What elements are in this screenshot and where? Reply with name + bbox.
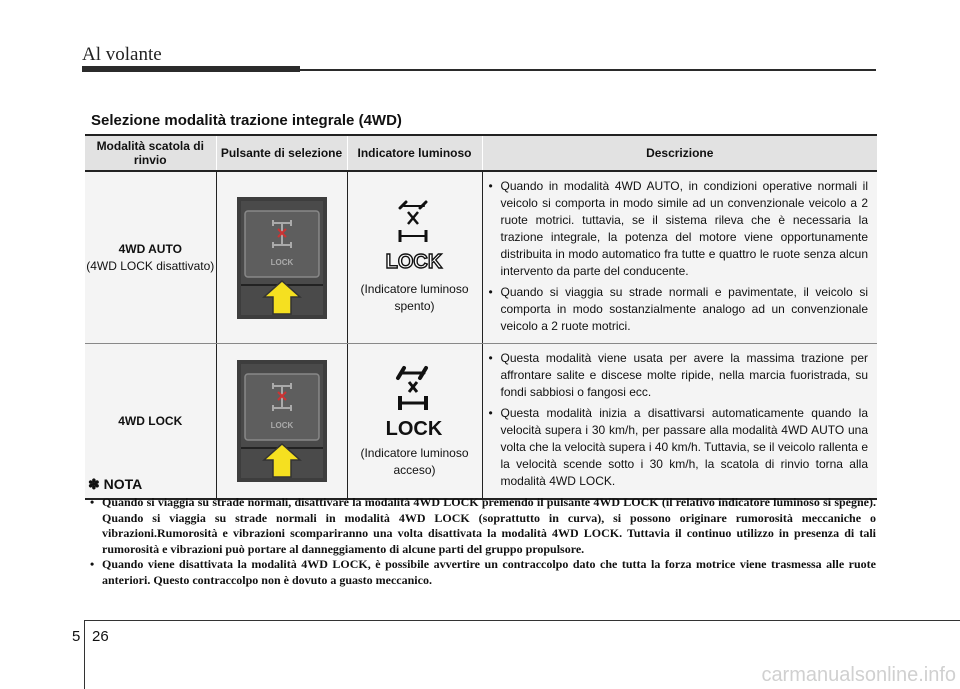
- header-rule-thick: [82, 66, 300, 72]
- mode-name: 4WD AUTO: [118, 241, 182, 256]
- indicator-lock-label: LOCK: [385, 251, 442, 273]
- indicator-caption: (Indicatore luminoso acceso): [360, 445, 469, 477]
- description-cell: [482, 344, 877, 500]
- header-indicator: Indicatore luminoso: [347, 135, 482, 171]
- header-mode: Modalità scatola di rinvio: [85, 135, 216, 171]
- 4wd-lock-switch-illustration: [237, 360, 327, 482]
- table-row: [85, 344, 877, 500]
- header-button: Pulsante di selezione: [216, 135, 347, 171]
- footer-divider: [84, 620, 85, 689]
- indicator-lock-label: LOCK: [385, 417, 442, 440]
- 4wd-lock-switch-illustration: [237, 197, 327, 319]
- footer-rule: [84, 620, 960, 621]
- page-number: 26: [92, 628, 109, 645]
- description-bullet: • Quando si viaggia su strade normali e pavimentate, il veicolo si comporta in modo sostanzialmente analogo ad un convenzionale veicolo a 2 ruote motrici.: [489, 284, 869, 335]
- description-bullet: • Questa modalità inizia a disattivarsi automaticamente quando la velocità supera i 30 km/h, per passare alla modalità 4WD AUTO una volta che la velocità supera i 40 km/h. Tuttavia, se il veicolo rallenta e la velocità scende sotto i 30 km/h, la scatola di rinvio torna alla modalità 4WD LOCK.: [489, 405, 869, 490]
- cross-icon: [409, 382, 417, 392]
- header-rule-thin: [300, 69, 876, 71]
- watermark: carmanualsonline.info: [761, 664, 956, 686]
- indicator-cell: [347, 344, 482, 500]
- 4wd-indicator-off-icon: [380, 200, 450, 276]
- note-item: • Quando viene disattivata la modalità 4WD LOCK, è possibile avvertire un contraccolpo dato che tutta la forza motrice viene trasmessa alle ruote anteriori. Questo contraccolpo non è dovuto a guasto meccanico.: [88, 557, 876, 588]
- note-item: • Quando si viaggia su strade normali, disattivare la modalità 4WD LOCK premendo il pulsante 4WD LOCK (il relativo indicatore luminoso si spegne). Quando si viaggia su strade normali in modalità 4WD LOCK (soprattutto in curva), si possono originare rumorosità meccaniche o vibrazioni.Rumorosità e vibrazioni scompariranno una volta disattivata la modalità 4WD LOCK. Tuttavia il continuo utilizzo in presenza di tali rumorosità e vibrazioni può portare al danneggiamento di alcune parti del gruppo propulsore.: [88, 495, 876, 557]
- description-bullet: • Quando in modalità 4WD AUTO, in condizioni operative normali il veicolo si comporta in modo simile ad un convenzionale veicolo a 2 ruote motrici. tuttavia, se il sistema rileva che è necessaria la trazione integrale, la potenza del motore viene opportunamente distribuita in modo automatico fra tutte e quattro le ruote senza alcun intervento da parte del conducente.: [489, 178, 869, 280]
- table-header-row: [85, 135, 877, 171]
- mode-subtitle: (4WD LOCK disattivato): [86, 258, 215, 273]
- cross-icon: [408, 212, 418, 224]
- button-cell: [216, 344, 347, 500]
- description-bullet: • Questa modalità viene usata per avere la massima trazione per affrontare salite e discese molte ripide, nella marcia fuoristrada, su fondi sabbiosi o fangosi ecc.: [489, 350, 869, 401]
- section-title: Selezione modalità trazione integrale (4WD): [91, 112, 402, 129]
- indicator-caption: (Indicatore luminoso spento): [360, 282, 469, 313]
- mode-table: [85, 134, 877, 500]
- button-cell: [216, 171, 347, 344]
- indicator-cell: [347, 171, 482, 344]
- switch-lock-label: LOCK: [270, 257, 293, 267]
- table-row: [85, 171, 877, 344]
- note-list: [88, 495, 876, 588]
- chapter-title: Al volante: [82, 44, 162, 65]
- chapter-number: 5: [72, 628, 81, 645]
- mode-name: 4WD LOCK: [118, 413, 183, 428]
- switch-lock-label: LOCK: [270, 421, 293, 430]
- 4wd-indicator-on-icon: [380, 364, 450, 440]
- description-cell: [482, 171, 877, 344]
- note-heading: ✽ NOTA: [88, 476, 143, 492]
- mode-cell: [85, 171, 216, 344]
- header-description: Descrizione: [482, 135, 877, 171]
